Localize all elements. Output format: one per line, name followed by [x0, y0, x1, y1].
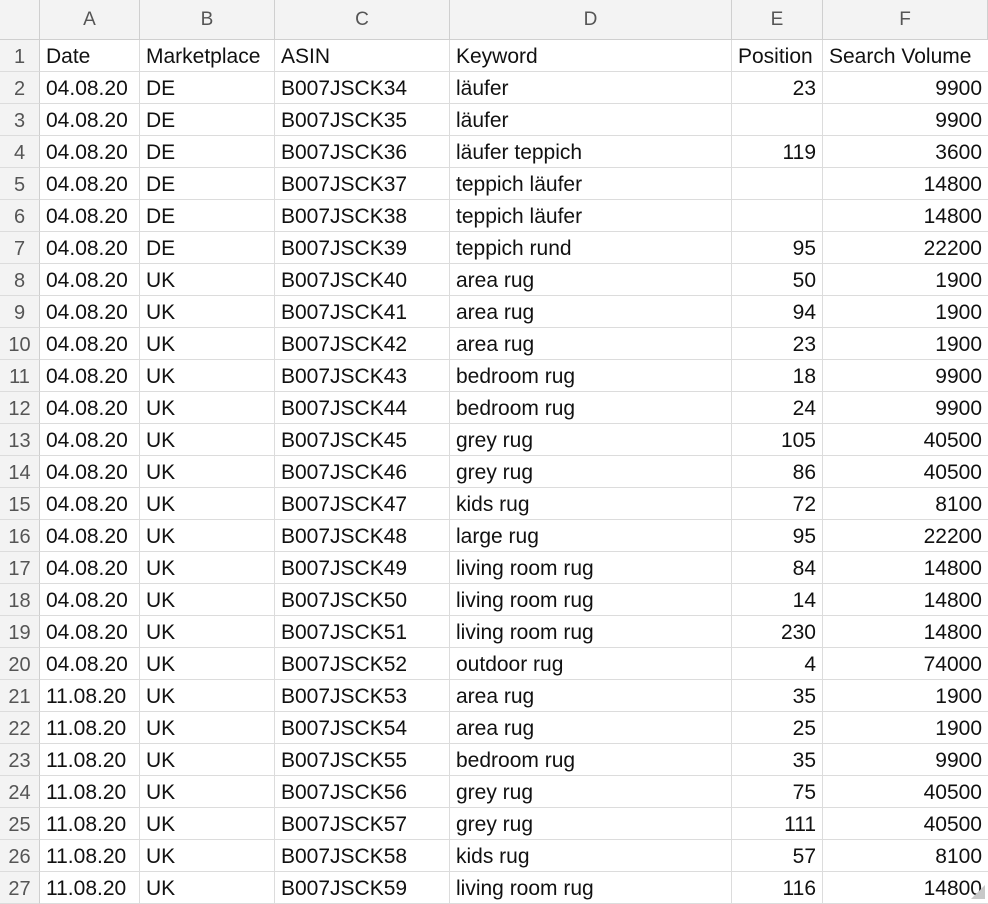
- date-cell[interactable]: 04.08.20: [40, 264, 140, 296]
- table-row: [0, 552, 988, 584]
- asin-cell[interactable]: B007JSCK40: [275, 264, 450, 296]
- search-volume-cell[interactable]: 1900: [823, 264, 988, 296]
- date-cell[interactable]: 04.08.20: [40, 392, 140, 424]
- search-volume-cell[interactable]: 40500: [823, 424, 988, 456]
- marketplace-cell[interactable]: UK: [140, 872, 275, 904]
- search-volume-cell[interactable]: 8100: [823, 488, 988, 520]
- marketplace-cell[interactable]: UK: [140, 840, 275, 872]
- position-cell[interactable]: 23: [732, 328, 823, 360]
- row-number[interactable]: 23: [0, 744, 40, 776]
- table-row: [0, 520, 988, 552]
- search-volume-cell[interactable]: 40500: [823, 776, 988, 808]
- keyword-cell[interactable]: area rug: [450, 712, 732, 744]
- search-volume-cell[interactable]: 9900: [823, 392, 988, 424]
- marketplace-cell[interactable]: UK: [140, 680, 275, 712]
- asin-cell[interactable]: B007JSCK56: [275, 776, 450, 808]
- search-volume-cell[interactable]: 1900: [823, 296, 988, 328]
- row-number[interactable]: 7: [0, 232, 40, 264]
- position-cell[interactable]: [732, 168, 823, 200]
- search-volume-cell[interactable]: 9900: [823, 360, 988, 392]
- date-cell[interactable]: 04.08.20: [40, 616, 140, 648]
- marketplace-cell[interactable]: UK: [140, 776, 275, 808]
- keyword-cell[interactable]: grey rug: [450, 808, 732, 840]
- keyword-cell[interactable]: läufer: [450, 104, 732, 136]
- date-cell[interactable]: 04.08.20: [40, 552, 140, 584]
- table-row: [0, 168, 988, 200]
- asin-cell[interactable]: B007JSCK50: [275, 584, 450, 616]
- row-number[interactable]: 22: [0, 712, 40, 744]
- date-cell[interactable]: 11.08.20: [40, 776, 140, 808]
- table-row: [0, 776, 988, 808]
- asin-cell[interactable]: B007JSCK47: [275, 488, 450, 520]
- keyword-cell[interactable]: teppich läufer: [450, 168, 732, 200]
- position-cell[interactable]: 84: [732, 552, 823, 584]
- position-cell[interactable]: 18: [732, 360, 823, 392]
- row-number[interactable]: 2: [0, 72, 40, 104]
- marketplace-cell[interactable]: UK: [140, 520, 275, 552]
- search-volume-cell[interactable]: 22200: [823, 520, 988, 552]
- table-row: [0, 72, 988, 104]
- table-row: [0, 136, 988, 168]
- keyword-cell[interactable]: large rug: [450, 520, 732, 552]
- column-header-f[interactable]: F: [823, 0, 988, 39]
- search-volume-cell[interactable]: 14800: [823, 168, 988, 200]
- table-row: [0, 840, 988, 872]
- marketplace-cell[interactable]: UK: [140, 360, 275, 392]
- asin-cell[interactable]: B007JSCK46: [275, 456, 450, 488]
- date-cell[interactable]: 04.08.20: [40, 360, 140, 392]
- search-volume-cell[interactable]: 40500: [823, 808, 988, 840]
- marketplace-cell[interactable]: DE: [140, 232, 275, 264]
- row-number[interactable]: 13: [0, 424, 40, 456]
- marketplace-cell[interactable]: UK: [140, 744, 275, 776]
- header-cell-date[interactable]: Date: [40, 40, 140, 72]
- table-row: [0, 680, 988, 712]
- row-number[interactable]: 25: [0, 808, 40, 840]
- position-cell[interactable]: 230: [732, 616, 823, 648]
- search-volume-cell[interactable]: 74000: [823, 648, 988, 680]
- date-cell[interactable]: 11.08.20: [40, 712, 140, 744]
- marketplace-cell[interactable]: UK: [140, 488, 275, 520]
- position-cell[interactable]: 35: [732, 680, 823, 712]
- date-cell[interactable]: 04.08.20: [40, 456, 140, 488]
- row-number[interactable]: 3: [0, 104, 40, 136]
- asin-cell[interactable]: B007JSCK43: [275, 360, 450, 392]
- search-volume-cell[interactable]: 9900: [823, 72, 988, 104]
- row-number[interactable]: 27: [0, 872, 40, 904]
- position-cell[interactable]: 111: [732, 808, 823, 840]
- date-cell[interactable]: 04.08.20: [40, 168, 140, 200]
- keyword-cell[interactable]: teppich rund: [450, 232, 732, 264]
- date-cell[interactable]: 11.08.20: [40, 872, 140, 904]
- row-number[interactable]: 21: [0, 680, 40, 712]
- asin-cell[interactable]: B007JSCK57: [275, 808, 450, 840]
- row-number[interactable]: 14: [0, 456, 40, 488]
- date-cell[interactable]: 04.08.20: [40, 136, 140, 168]
- row-number[interactable]: 8: [0, 264, 40, 296]
- position-cell[interactable]: 23: [732, 72, 823, 104]
- date-cell[interactable]: 11.08.20: [40, 680, 140, 712]
- row-number[interactable]: 20: [0, 648, 40, 680]
- header-cell-keyword[interactable]: Keyword: [450, 40, 732, 72]
- position-cell[interactable]: 119: [732, 136, 823, 168]
- marketplace-cell[interactable]: UK: [140, 424, 275, 456]
- row-number[interactable]: 10: [0, 328, 40, 360]
- marketplace-cell[interactable]: UK: [140, 328, 275, 360]
- table-row: [0, 200, 988, 232]
- marketplace-cell[interactable]: UK: [140, 552, 275, 584]
- asin-cell[interactable]: B007JSCK38: [275, 200, 450, 232]
- asin-cell[interactable]: B007JSCK49: [275, 552, 450, 584]
- date-cell[interactable]: 04.08.20: [40, 424, 140, 456]
- keyword-cell[interactable]: outdoor rug: [450, 648, 732, 680]
- position-cell[interactable]: 57: [732, 840, 823, 872]
- date-cell[interactable]: 04.08.20: [40, 584, 140, 616]
- row-number[interactable]: 6: [0, 200, 40, 232]
- date-cell[interactable]: 11.08.20: [40, 840, 140, 872]
- date-cell[interactable]: 04.08.20: [40, 104, 140, 136]
- keyword-cell[interactable]: bedroom rug: [450, 360, 732, 392]
- header-cell-search-volume[interactable]: Search Volume: [823, 40, 988, 72]
- marketplace-cell[interactable]: UK: [140, 808, 275, 840]
- row-number[interactable]: 5: [0, 168, 40, 200]
- marketplace-cell[interactable]: UK: [140, 648, 275, 680]
- row-number[interactable]: 26: [0, 840, 40, 872]
- asin-cell[interactable]: B007JSCK36: [275, 136, 450, 168]
- table-row: [0, 296, 988, 328]
- search-volume-cell[interactable]: 14800: [823, 552, 988, 584]
- keyword-cell[interactable]: area rug: [450, 296, 732, 328]
- keyword-cell[interactable]: living room rug: [450, 616, 732, 648]
- keyword-cell[interactable]: area rug: [450, 680, 732, 712]
- keyword-cell[interactable]: living room rug: [450, 584, 732, 616]
- row-number[interactable]: 11: [0, 360, 40, 392]
- row-number[interactable]: 15: [0, 488, 40, 520]
- asin-cell[interactable]: B007JSCK55: [275, 744, 450, 776]
- date-cell[interactable]: 04.08.20: [40, 488, 140, 520]
- keyword-cell[interactable]: grey rug: [450, 776, 732, 808]
- asin-cell[interactable]: B007JSCK48: [275, 520, 450, 552]
- row-number[interactable]: 24: [0, 776, 40, 808]
- keyword-cell[interactable]: läufer: [450, 72, 732, 104]
- search-volume-cell[interactable]: 1900: [823, 712, 988, 744]
- asin-cell[interactable]: B007JSCK58: [275, 840, 450, 872]
- table-row: [0, 616, 988, 648]
- table-row: [0, 648, 988, 680]
- table-row: [0, 712, 988, 744]
- asin-cell[interactable]: B007JSCK54: [275, 712, 450, 744]
- table-row: [0, 264, 988, 296]
- search-volume-cell[interactable]: 22200: [823, 232, 988, 264]
- table-row: [0, 232, 988, 264]
- position-cell[interactable]: 95: [732, 232, 823, 264]
- position-cell[interactable]: 4: [732, 648, 823, 680]
- date-cell[interactable]: 11.08.20: [40, 744, 140, 776]
- keyword-cell[interactable]: kids rug: [450, 488, 732, 520]
- search-volume-cell[interactable]: 14800: [823, 584, 988, 616]
- asin-cell[interactable]: B007JSCK42: [275, 328, 450, 360]
- header-cell-position[interactable]: Position: [732, 40, 823, 72]
- row-number[interactable]: 17: [0, 552, 40, 584]
- position-cell[interactable]: [732, 200, 823, 232]
- search-volume-cell[interactable]: 40500: [823, 456, 988, 488]
- search-volume-cell[interactable]: 1900: [823, 328, 988, 360]
- position-cell[interactable]: 86: [732, 456, 823, 488]
- date-cell[interactable]: 11.08.20: [40, 808, 140, 840]
- asin-cell[interactable]: B007JSCK45: [275, 424, 450, 456]
- marketplace-cell[interactable]: DE: [140, 168, 275, 200]
- asin-cell[interactable]: B007JSCK34: [275, 72, 450, 104]
- search-volume-cell[interactable]: 1900: [823, 680, 988, 712]
- position-cell[interactable]: 50: [732, 264, 823, 296]
- keyword-cell[interactable]: kids rug: [450, 840, 732, 872]
- search-volume-cell[interactable]: 14800: [823, 200, 988, 232]
- position-cell[interactable]: 95: [732, 520, 823, 552]
- search-volume-cell[interactable]: 9900: [823, 744, 988, 776]
- keyword-cell[interactable]: teppich läufer: [450, 200, 732, 232]
- search-volume-cell[interactable]: 9900: [823, 104, 988, 136]
- column-header-a[interactable]: A: [40, 0, 140, 39]
- asin-cell[interactable]: B007JSCK35: [275, 104, 450, 136]
- asin-cell[interactable]: B007JSCK41: [275, 296, 450, 328]
- row-number[interactable]: 1: [0, 40, 40, 72]
- date-cell[interactable]: 04.08.20: [40, 72, 140, 104]
- data-rows: [0, 72, 988, 904]
- table-row: [0, 456, 988, 488]
- column-header-d[interactable]: D: [450, 0, 732, 39]
- asin-cell[interactable]: B007JSCK59: [275, 872, 450, 904]
- date-cell[interactable]: 04.08.20: [40, 200, 140, 232]
- marketplace-cell[interactable]: DE: [140, 72, 275, 104]
- column-header-e[interactable]: E: [732, 0, 823, 39]
- search-volume-cell[interactable]: 3600: [823, 136, 988, 168]
- keyword-cell[interactable]: bedroom rug: [450, 744, 732, 776]
- search-volume-cell[interactable]: 14800: [823, 872, 988, 904]
- marketplace-cell[interactable]: DE: [140, 104, 275, 136]
- marketplace-cell[interactable]: UK: [140, 392, 275, 424]
- position-cell[interactable]: 72: [732, 488, 823, 520]
- asin-cell[interactable]: B007JSCK53: [275, 680, 450, 712]
- table-row: [0, 328, 988, 360]
- keyword-cell[interactable]: area rug: [450, 328, 732, 360]
- column-header-b[interactable]: B: [140, 0, 275, 39]
- date-cell[interactable]: 04.08.20: [40, 232, 140, 264]
- position-cell[interactable]: 116: [732, 872, 823, 904]
- table-row: [0, 584, 988, 616]
- position-cell[interactable]: 35: [732, 744, 823, 776]
- marketplace-cell[interactable]: UK: [140, 456, 275, 488]
- asin-cell[interactable]: B007JSCK51: [275, 616, 450, 648]
- row-number[interactable]: 18: [0, 584, 40, 616]
- position-cell[interactable]: 105: [732, 424, 823, 456]
- table-row: [0, 392, 988, 424]
- table-row: [0, 872, 988, 904]
- asin-cell[interactable]: B007JSCK39: [275, 232, 450, 264]
- marketplace-cell[interactable]: DE: [140, 136, 275, 168]
- keyword-cell[interactable]: läufer teppich: [450, 136, 732, 168]
- date-cell[interactable]: 04.08.20: [40, 520, 140, 552]
- position-cell[interactable]: 14: [732, 584, 823, 616]
- header-cell-asin[interactable]: ASIN: [275, 40, 450, 72]
- marketplace-cell[interactable]: UK: [140, 712, 275, 744]
- row-number[interactable]: 4: [0, 136, 40, 168]
- asin-cell[interactable]: B007JSCK37: [275, 168, 450, 200]
- search-volume-cell[interactable]: 14800: [823, 616, 988, 648]
- marketplace-cell[interactable]: DE: [140, 200, 275, 232]
- table-row: [0, 744, 988, 776]
- keyword-cell[interactable]: area rug: [450, 264, 732, 296]
- date-cell[interactable]: 04.08.20: [40, 328, 140, 360]
- position-cell[interactable]: 94: [732, 296, 823, 328]
- table-row: [0, 40, 988, 72]
- column-header-c[interactable]: C: [275, 0, 450, 39]
- marketplace-cell[interactable]: UK: [140, 264, 275, 296]
- keyword-cell[interactable]: grey rug: [450, 456, 732, 488]
- position-cell[interactable]: 25: [732, 712, 823, 744]
- marketplace-cell[interactable]: UK: [140, 616, 275, 648]
- table-row: [0, 104, 988, 136]
- asin-cell[interactable]: B007JSCK44: [275, 392, 450, 424]
- marketplace-cell[interactable]: UK: [140, 296, 275, 328]
- row-number[interactable]: 19: [0, 616, 40, 648]
- position-cell[interactable]: 24: [732, 392, 823, 424]
- header-cell-marketplace[interactable]: Marketplace: [140, 40, 275, 72]
- row-number[interactable]: 9: [0, 296, 40, 328]
- date-cell[interactable]: 04.08.20: [40, 296, 140, 328]
- keyword-cell[interactable]: bedroom rug: [450, 392, 732, 424]
- table-row: [0, 360, 988, 392]
- marketplace-cell[interactable]: UK: [140, 584, 275, 616]
- row-number[interactable]: 16: [0, 520, 40, 552]
- table-row: [0, 808, 988, 840]
- keyword-cell[interactable]: grey rug: [450, 424, 732, 456]
- search-volume-cell[interactable]: 8100: [823, 840, 988, 872]
- asin-cell[interactable]: B007JSCK52: [275, 648, 450, 680]
- date-cell[interactable]: 04.08.20: [40, 648, 140, 680]
- column-header-row: [0, 0, 988, 40]
- table-row: [0, 488, 988, 520]
- table-row: [0, 424, 988, 456]
- keyword-cell[interactable]: living room rug: [450, 552, 732, 584]
- select-all-corner[interactable]: [0, 0, 40, 39]
- row-number[interactable]: 12: [0, 392, 40, 424]
- position-cell[interactable]: 75: [732, 776, 823, 808]
- keyword-cell[interactable]: living room rug: [450, 872, 732, 904]
- position-cell[interactable]: [732, 104, 823, 136]
